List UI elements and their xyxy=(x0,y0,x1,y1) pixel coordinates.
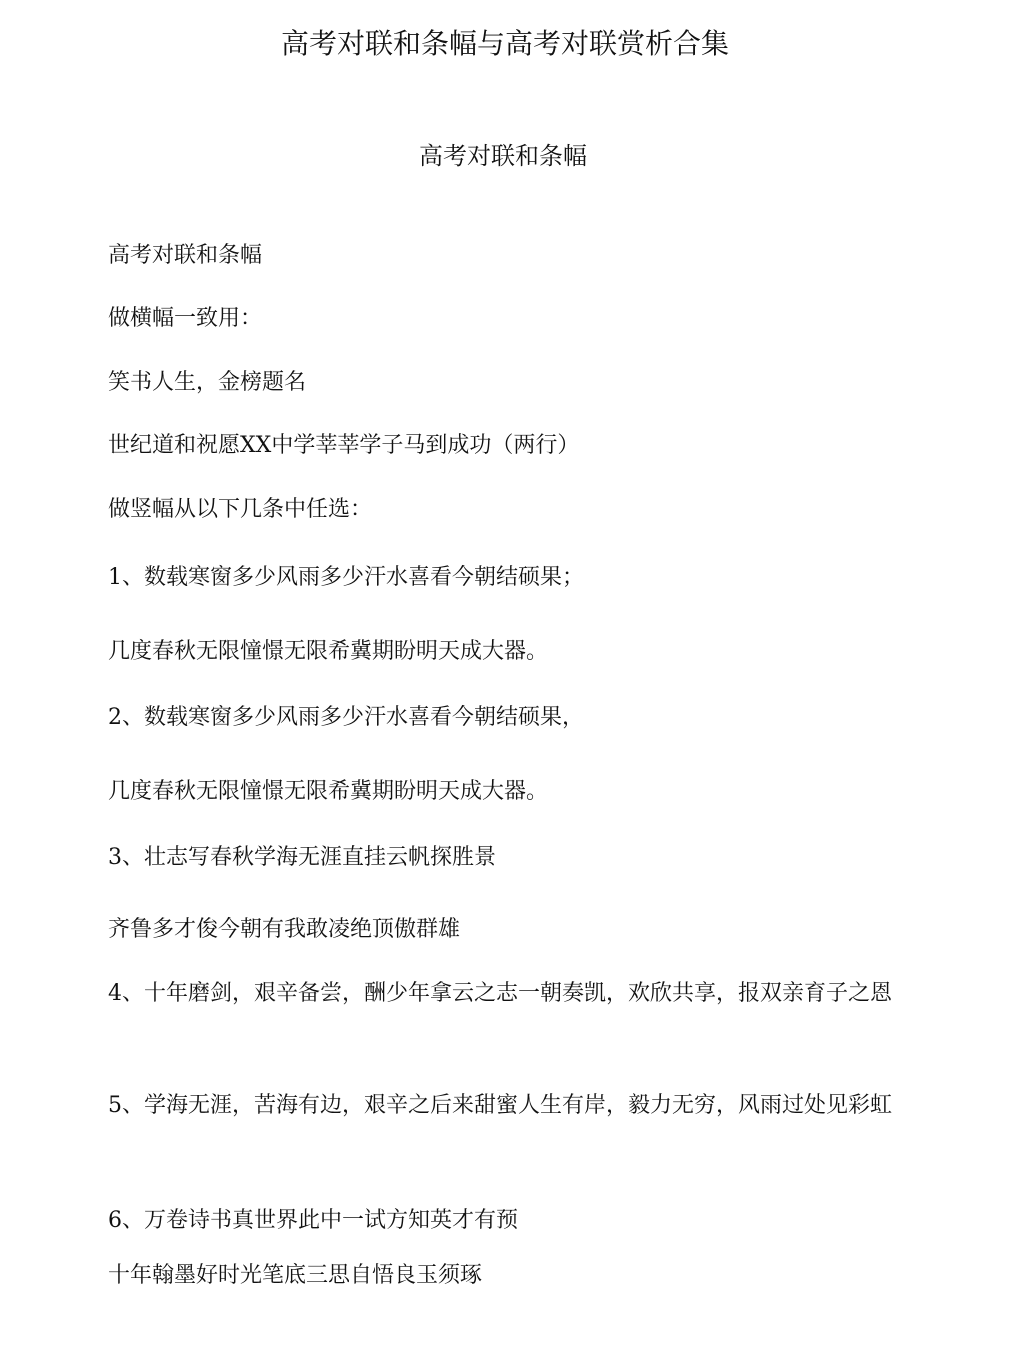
paragraph-vertical-intro: 做竖幅从以下几条中任选： xyxy=(108,497,373,522)
document-subtitle: 高考对联和条幅 xyxy=(419,142,587,170)
paragraph-banner-line-2: 世纪道和祝愿XX中学莘莘学子马到成功（两行） xyxy=(108,433,580,458)
couplet-6-lower: 十年翰墨好时光笔底三思自悟良玉须琢 xyxy=(108,1263,483,1288)
document-title: 高考对联和条幅与高考对联赏析合集 xyxy=(280,27,729,60)
couplet-1-lower: 几度春秋无限憧憬无限希冀期盼明天成大器。 xyxy=(108,639,549,664)
couplet-6-upper: 6、万卷诗书真世界此中一试方知英才有预 xyxy=(108,1208,518,1233)
couplet-3-lower: 齐鲁多才俊今朝有我敢凌绝顶傲群雄 xyxy=(108,917,461,942)
paragraph-banner-intro: 做横幅一致用： xyxy=(108,306,263,331)
couplet-2-lower: 几度春秋无限憧憬无限希冀期盼明天成大器。 xyxy=(108,779,549,804)
couplet-1-upper: 1、数载寒窗多少风雨多少汗水喜看今朝结硕果； xyxy=(108,565,584,590)
couplet-4: 4、十年磨剑，艰辛备尝，酬少年拿云之志一朝奏凯，欢欣共享，报双亲育子之恩 xyxy=(108,981,892,1006)
couplet-3-upper: 3、壮志写春秋学海无涯直挂云帆探胜景 xyxy=(108,845,496,870)
paragraph-banner-line-1: 笑书人生，金榜题名 xyxy=(108,370,307,395)
couplet-2-upper: 2、数载寒窗多少风雨多少汗水喜看今朝结硕果， xyxy=(108,705,584,730)
couplet-5: 5、学海无涯，苦海有边，艰辛之后来甜蜜人生有岸，毅力无穷，风雨过处见彩虹 xyxy=(108,1093,892,1118)
paragraph-heading: 高考对联和条幅 xyxy=(108,243,263,268)
